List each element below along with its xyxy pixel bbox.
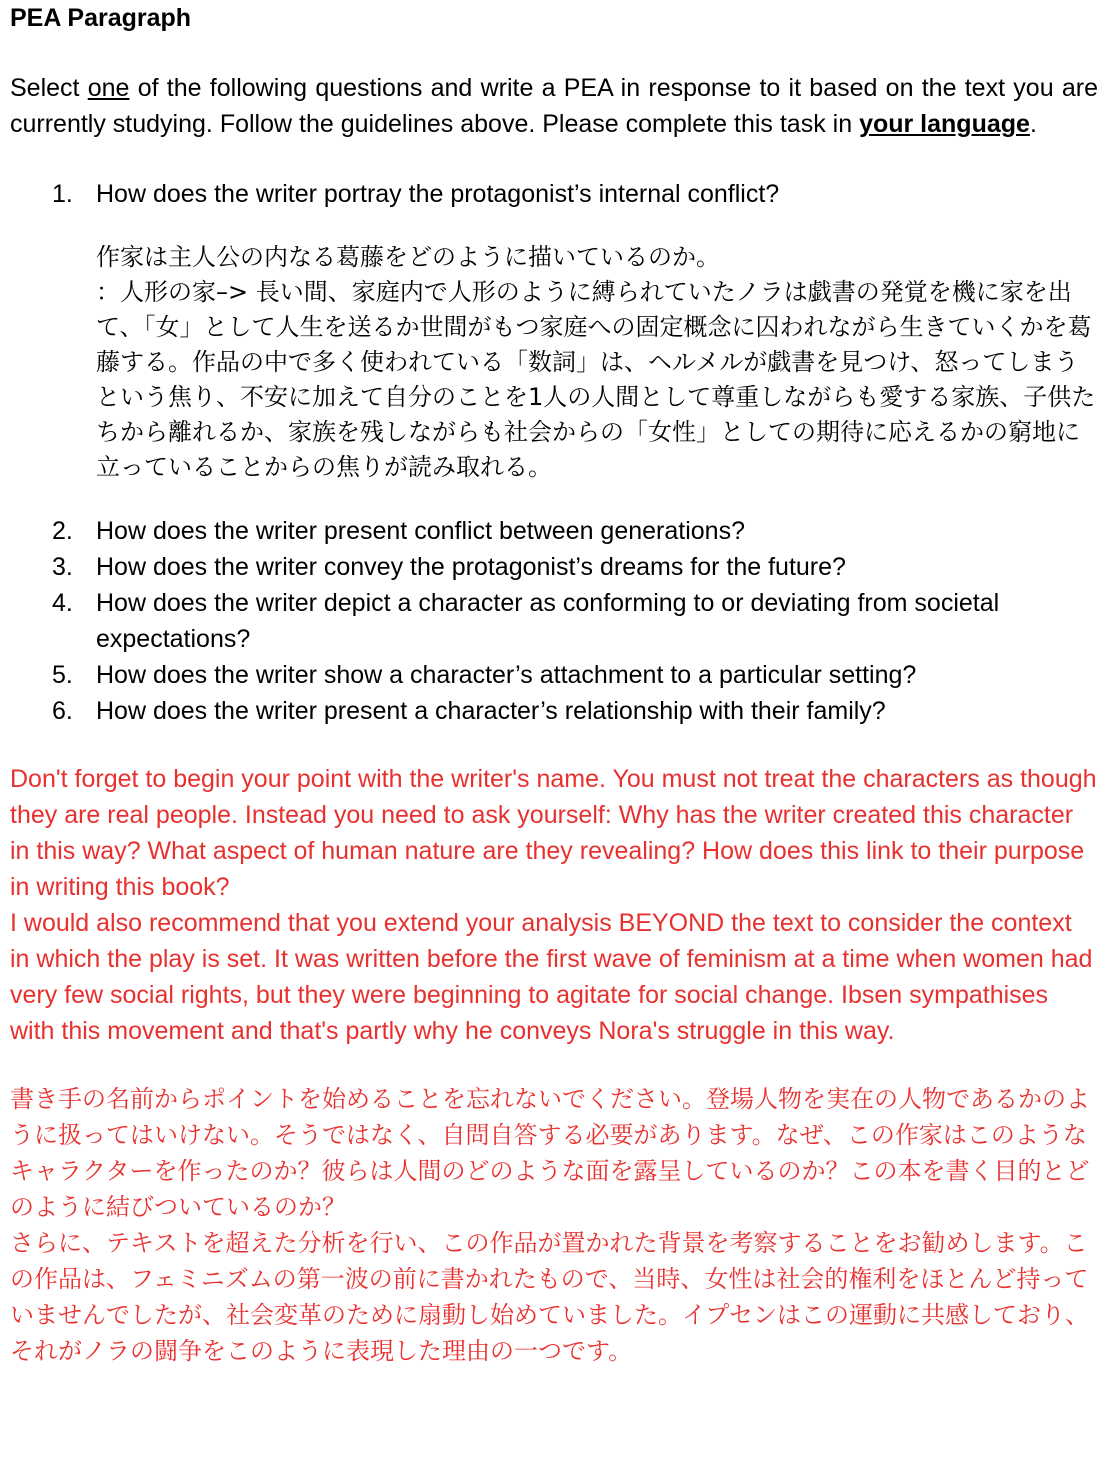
question-number: 4. (52, 589, 73, 617)
intro-text-3: . (1029, 110, 1037, 138)
question-item-5 (10, 657, 1098, 693)
teacher-feedback-japanese (10, 1081, 1098, 1369)
intro-text-1: Select (10, 74, 88, 102)
question-text: How does the writer present conflict between generations? (96, 517, 745, 545)
question-number: 6. (52, 697, 73, 725)
intro-underlined-one: one (87, 74, 130, 102)
feedback-en-paragraph-1: Don't forget to begin your point with the writer's name. You must not treat the characters as though they are real people. Instead you need to ask yourself: Why has the writer created this character in this way? What aspect of human nature are they revealing? How does this link to their purpose in writing this book? (10, 765, 1097, 901)
feedback-en-paragraph-2: I would also recommend that you extend your analysis BEYOND the text to consider the context in which the play is set. It was written before the first wave of feminism at a time when women had very few social rights, but they were beginning to agitate for social change. Ibsen sympathises with this movement and that's partly why he conveys Nora's struggle in this way. (10, 909, 1093, 1045)
instructions-paragraph (10, 70, 1098, 142)
question-item-3 (10, 549, 1098, 585)
question-item-4 (10, 585, 1098, 657)
question-text: How does the writer depict a character as conforming to or deviating from societal expectations? (96, 589, 1000, 653)
question-text: How does the writer portray the protagonist’s internal conflict? (96, 180, 780, 208)
answer-question-ja: 作家は主人公の内なる葛藤をどのように描いているのか。 (96, 243, 720, 271)
question-item-2 (10, 513, 1098, 549)
question-number: 5. (52, 661, 73, 689)
question-item-1 (10, 176, 1098, 212)
question-list (10, 176, 1098, 212)
question-text: How does the writer show a character’s attachment to a particular setting? (96, 661, 917, 689)
question-list-continued (10, 513, 1098, 729)
question-item-6 (10, 693, 1098, 729)
intro-text-2: of the following questions and write a PEA in response to it based on the text you are currently studying. Follow the guidelines above. Please complete this task in (10, 74, 1098, 138)
question-text: How does the writer convey the protagonist’s dreams for the future? (96, 553, 846, 581)
question-number: 3. (52, 553, 73, 581)
teacher-feedback-english (10, 761, 1098, 1049)
feedback-ja-paragraph-1: 書き手の名前からポイントを始めることを忘れないでください。登場人物を実在の人物であるかのように扱ってはいけない。そうではなく、自問自答する必要があります。なぜ、この作家はこのようなキャラクターを作ったのか？彼らは人間のどのような面を露呈しているのか？この本を書く目的とどのように結びついているのか？ (10, 1085, 1090, 1221)
question-number: 2. (52, 517, 73, 545)
sample-answer (10, 240, 1098, 485)
page-title: PEA Paragraph (10, 4, 192, 32)
question-number: 1. (52, 180, 73, 208)
feedback-ja-paragraph-2: さらに、テキストを超えた分析を行い、この作品が置かれた背景を考察することをお勧めします。この作品は、フェミニズムの第一波の前に書かれたもので、当時、女性は社会的権利をほとんど持っていませんでしたが、社会変革のために扇動し始めていました。イプセンはこの運動に共感しており、それがノラの闘争をこのように表現した理由の一つです。 (10, 1229, 1090, 1365)
intro-your-language: your language (859, 110, 1030, 138)
question-text: How does the writer present a character’s relationship with their family? (96, 697, 886, 725)
answer-response-ja: ：人形の家–> 長い間、家庭内で人形のように縛られていたノラは戯書の発覚を機に家を出て、「女」として人生を送るか世間がもつ家庭への固定概念に囚われながら生きていくかを葛藤する。作品の中で多く使われている「数詞」は、ヘルメルが戯書を見つけ、怒ってしまうという焦り、不安に加えて自分のことを1人の人間として尊重しながらも愛する家族、子供たちから離れるか、家族を残しながらも社会からの「女性」としての期待に応えるかの窮地に立っていることからの焦りが読み取れる。 (96, 278, 1096, 481)
